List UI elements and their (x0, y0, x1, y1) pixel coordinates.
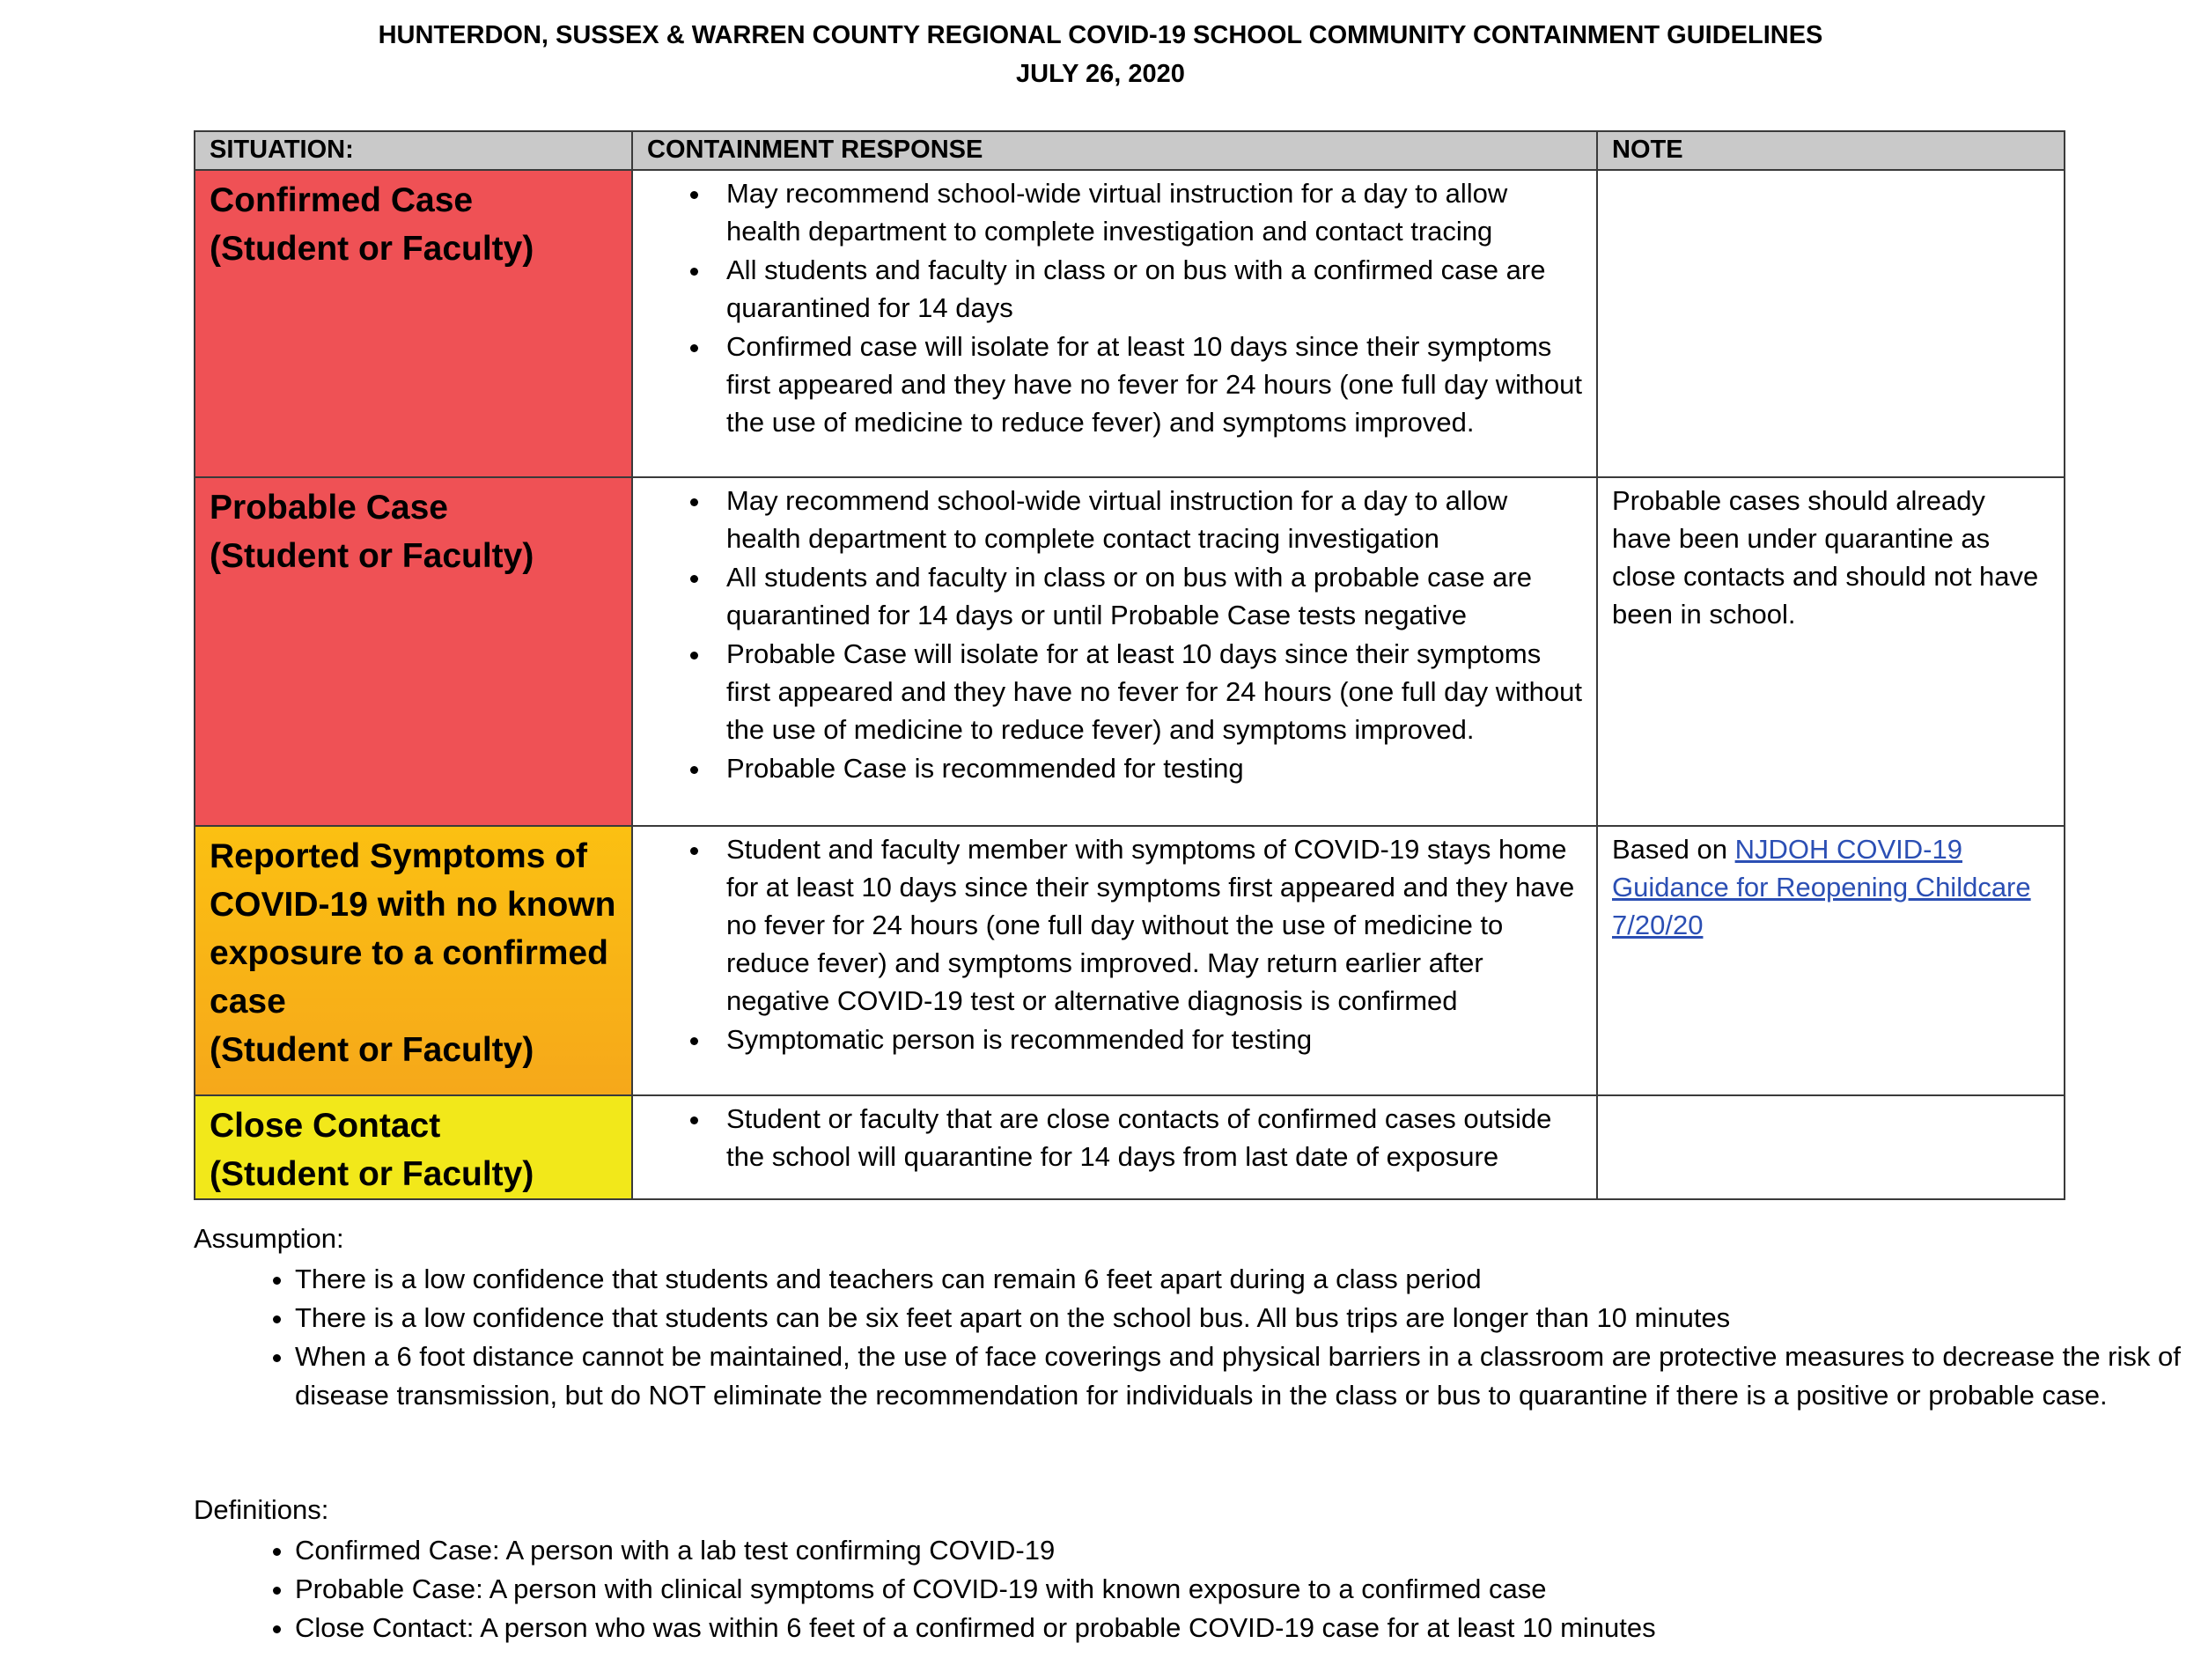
column-header-note: NOTE (1597, 131, 2065, 170)
response-cell (632, 170, 1597, 477)
situation-subtitle: (Student or Faculty) (210, 1031, 534, 1069)
list-item: • Probable Case: A person with clinical symptoms of COVID-19 with known exposure to a confirmed case (295, 1570, 2188, 1609)
column-header-situation: SITUATION: (195, 131, 632, 170)
table-row-reported-symptoms (195, 826, 2065, 1095)
note-cell (1597, 826, 2065, 1095)
definitions-list (194, 1531, 2188, 1647)
definitions-heading: Definitions: (194, 1494, 329, 1525)
response-item: • Confirmed case will isolate for at least 10 days since their symptoms first appeared and they have no fever for 24 hours (one full day without the use of medicine to reduce fever) and symptoms improved. (712, 328, 1582, 441)
situation-cell (195, 826, 632, 1095)
response-item: • All students and faculty in class or on bus with a confirmed case are quarantined for 14 days (712, 251, 1582, 327)
situation-subtitle: (Student or Faculty) (210, 230, 534, 268)
table-header-row (195, 131, 2065, 170)
assumption-heading: Assumption: (194, 1223, 344, 1254)
situation-cell (195, 1095, 632, 1199)
note-prefix: Based on (1612, 834, 1735, 865)
list-item: • When a 6 foot distance cannot be maintained, the use of face coverings and physical barriers in a classroom are protective measures to decrease the risk of disease transmission, but do NOT eliminate the recommendation for individuals in the class or bus to quarantine if there is a positive or probable case. (295, 1337, 2188, 1415)
response-item: • May recommend school-wide virtual instruction for a day to allow health department to complete investigation and contact tracing (712, 174, 1582, 250)
situation-title: Probable Case (210, 489, 448, 527)
table-row-probable-case (195, 477, 2065, 826)
response-cell (632, 826, 1597, 1095)
document-date: JULY 26, 2020 (1016, 60, 1185, 88)
response-item: • Probable Case is recommended for testing (712, 749, 1582, 787)
response-item: • Student or faculty that are close contacts of confirmed cases outside the school will quarantine for 14 days from last date of exposure (712, 1100, 1582, 1175)
list-item: • Confirmed Case: A person with a lab test confirming COVID-19 (295, 1531, 2188, 1570)
note-cell: Probable cases should already have been under quarantine as close contacts and should not have been in school. (1597, 477, 2065, 826)
document-title: HUNTERDON, SUSSEX & WARREN COUNTY REGIONAL COVID-19 SCHOOL COMMUNITY CONTAINMENT GUIDELINES (378, 21, 1823, 49)
response-item: • Probable Case will isolate for at least 10 days since their symptoms first appeared and they have no fever for 24 hours (one full day without the use of medicine to reduce fever) and symptoms improved. (712, 635, 1582, 748)
column-header-response: CONTAINMENT RESPONSE (632, 131, 1597, 170)
list-item: • There is a low confidence that students and teachers can remain 6 feet apart during a class period (295, 1260, 2188, 1299)
response-cell (632, 1095, 1597, 1199)
response-cell (632, 477, 1597, 826)
assumption-list (194, 1260, 2188, 1415)
list-item: • Close Contact: A person who was within 6 feet of a confirmed or probable COVID-19 case for at least 10 minutes (295, 1609, 2188, 1647)
containment-table (194, 130, 2065, 1200)
situation-cell (195, 477, 632, 826)
table-row-close-contact (195, 1095, 2065, 1199)
situation-title: Close Contact (210, 1107, 441, 1145)
njdoh-guidance-link[interactable]: NJDOH COVID-19 Guidance for Reopening Childcare 7/20/20 (1612, 834, 2031, 940)
situation-cell (195, 170, 632, 477)
table-row-confirmed-case (195, 170, 2065, 477)
situation-subtitle: (Student or Faculty) (210, 537, 534, 575)
note-cell (1597, 1095, 2065, 1199)
response-item: • Student and faculty member with symptoms of COVID-19 stays home for at least 10 days since their symptoms first appeared and they have no fever for 24 hours (one full day without the use of medicine to reduce fever) and symptoms improved. May return earlier after negative COVID-19 test or alternative diagnosis is confirmed (712, 830, 1582, 1020)
situation-title: Confirmed Case (210, 181, 474, 219)
situation-subtitle: (Student or Faculty) (210, 1155, 534, 1193)
response-item: • Symptomatic person is recommended for testing (712, 1021, 1582, 1058)
response-item: • May recommend school-wide virtual instruction for a day to allow health department to complete contact tracing investigation (712, 482, 1582, 557)
response-item: • All students and faculty in class or on bus with a probable case are quarantined for 14 days or until Probable Case tests negative (712, 558, 1582, 634)
situation-title: Reported Symptoms of COVID-19 with no known exposure to a confirmed case (210, 837, 616, 1021)
note-cell (1597, 170, 2065, 477)
list-item: • There is a low confidence that students can be six feet apart on the school bus. All bus trips are longer than 10 minutes (295, 1299, 2188, 1337)
